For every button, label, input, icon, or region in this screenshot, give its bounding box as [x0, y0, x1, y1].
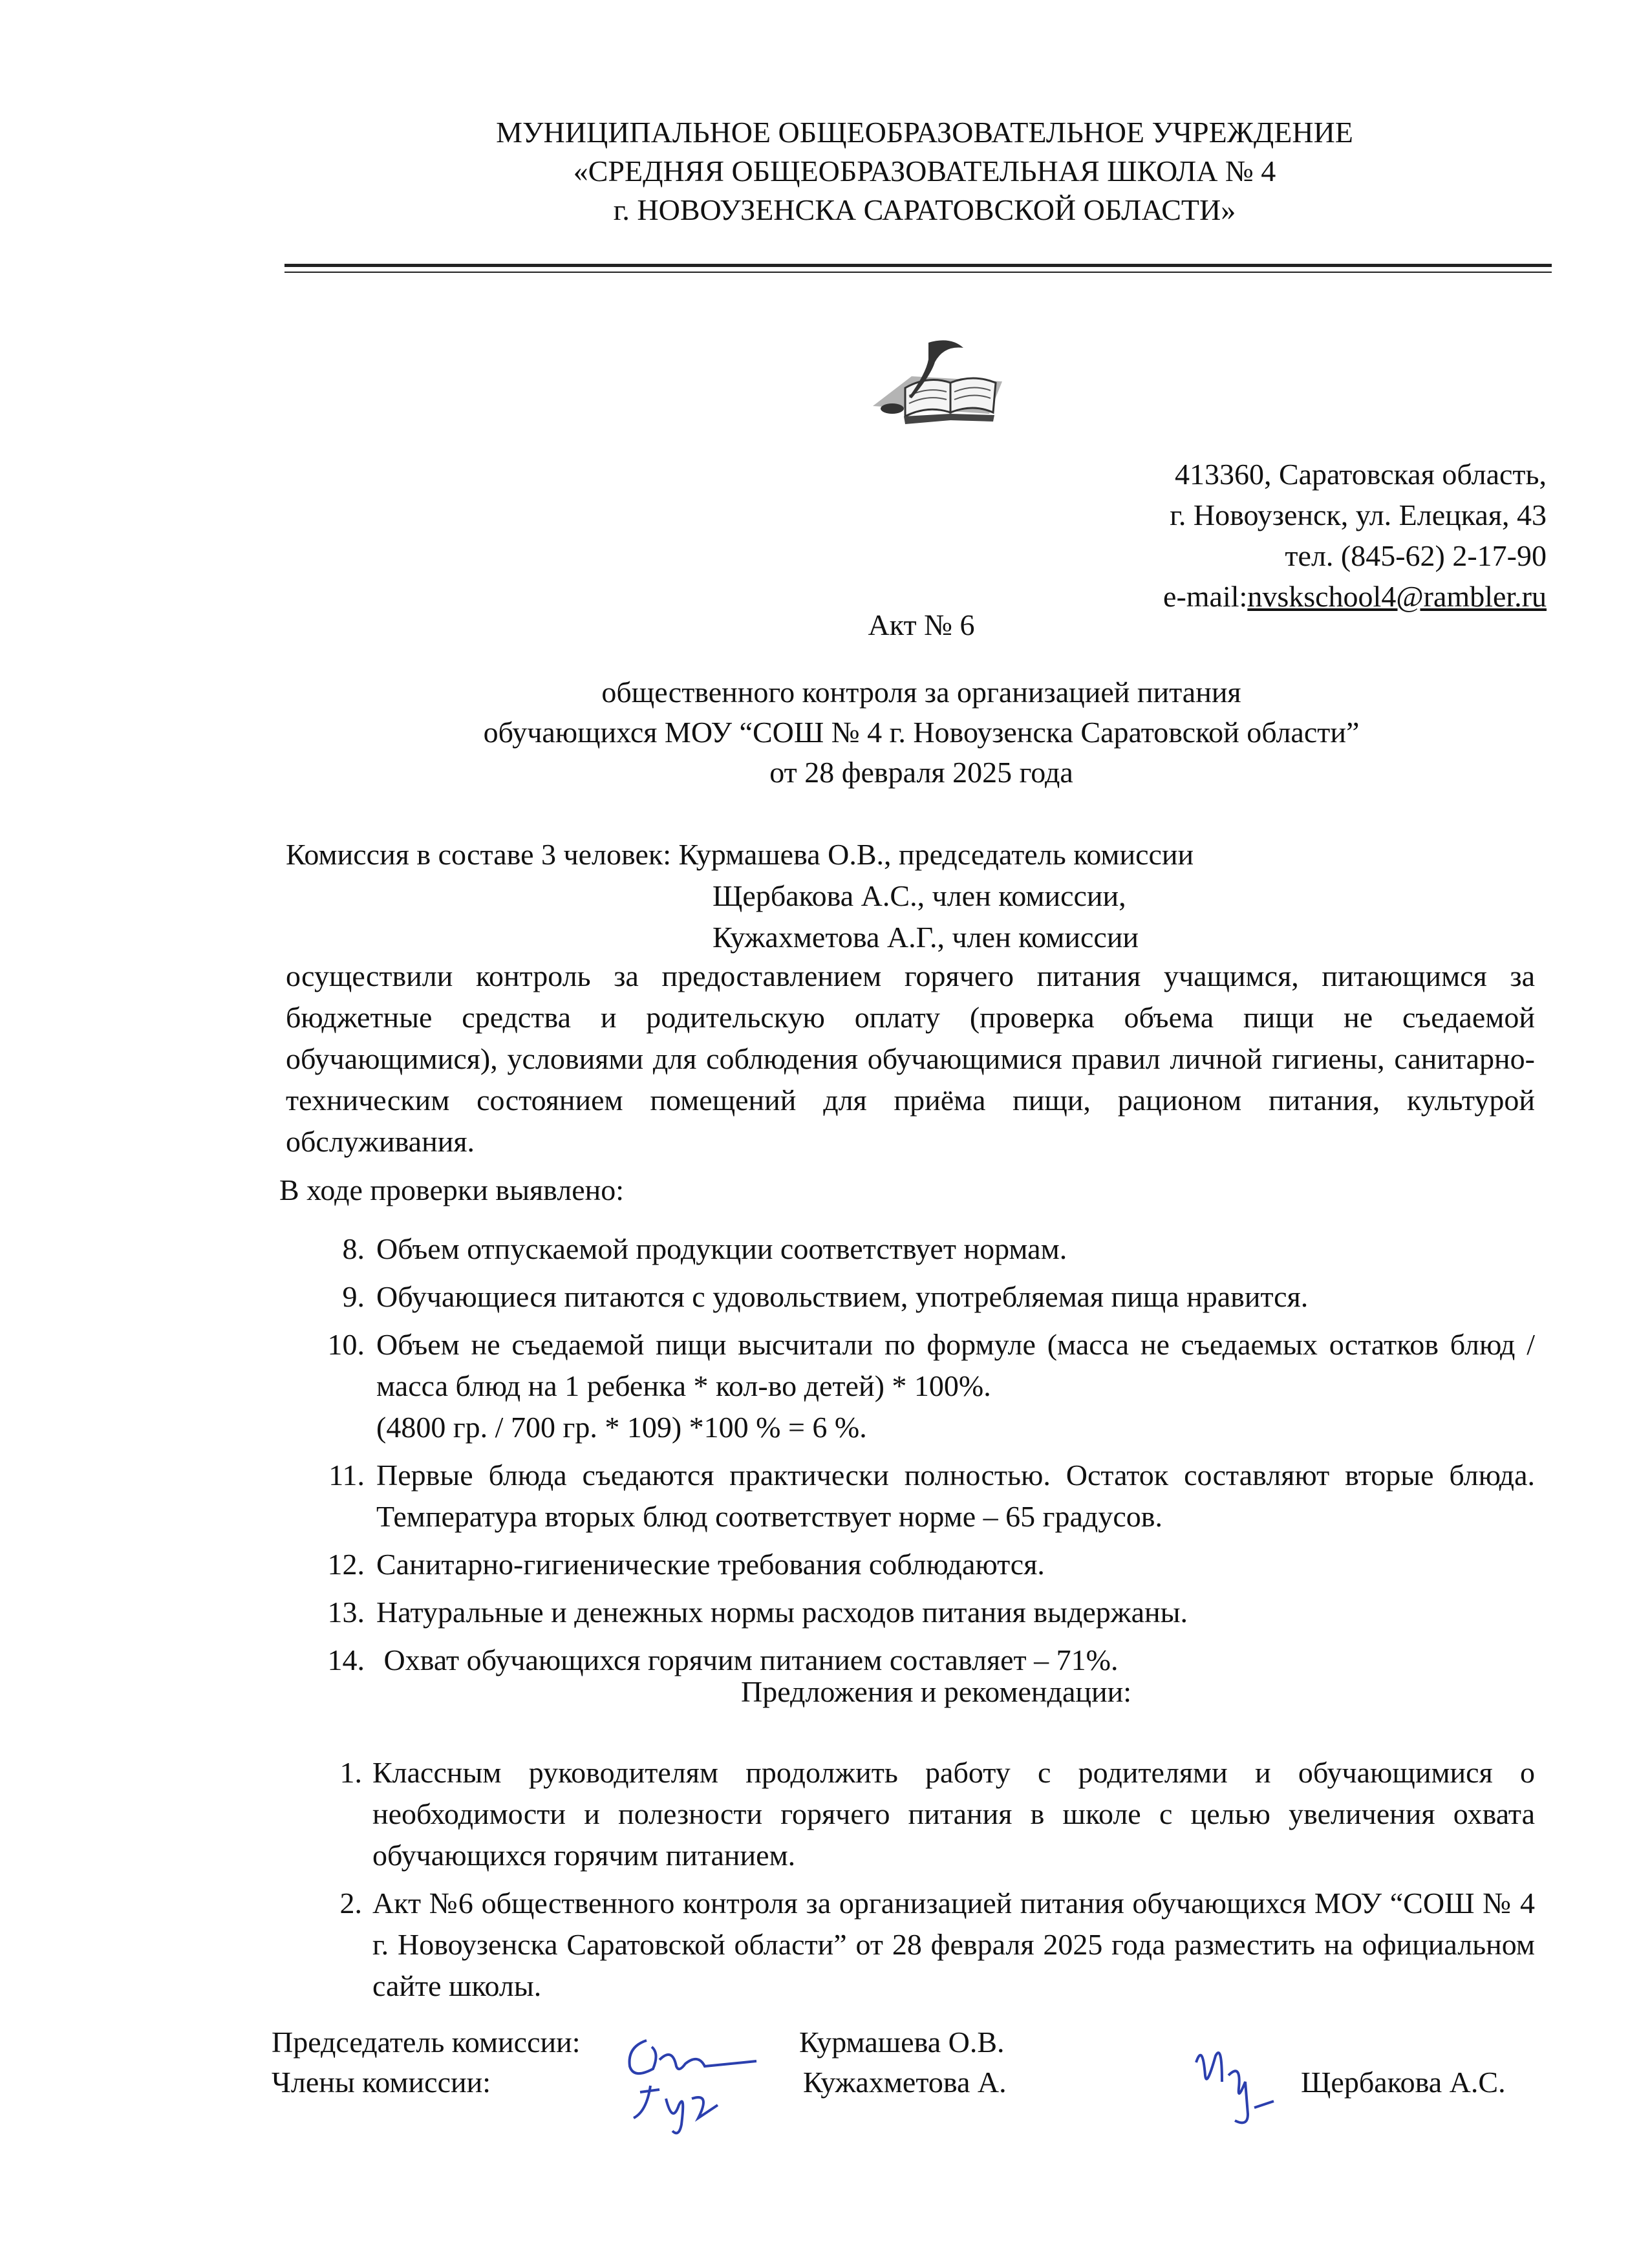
findings-list: [327, 1228, 1535, 1687]
handwritten-signature-icon-2: [1183, 2037, 1287, 2139]
item-number: 12.: [327, 1548, 365, 1581]
header-line-1: МУНИЦИПАЛЬНОЕ ОБЩЕОБРАЗОВАТЕЛЬНОЕ УЧРЕЖДЕНИЕ: [496, 116, 1353, 149]
item-text: Классным руководителям продолжить работу с родителями и обучающимися о необходимости и полезности горячего питания в школе с целью увеличения охвата обучающихся горячим питанием.: [372, 1756, 1535, 1872]
item-number: 1.: [339, 1756, 362, 1789]
item-number: 11.: [328, 1459, 365, 1492]
open-book-quill-icon: [866, 336, 1009, 432]
address-line-1: 413360, Саратовская область,: [1174, 458, 1547, 491]
header-divider: [284, 264, 1552, 267]
act-date: от 28 февраля 2025 года: [769, 756, 1073, 789]
findings-heading: В ходе проверки выявлено:: [279, 1173, 625, 1206]
finding-item: [328, 1455, 1535, 1537]
item-text: Акт №6 общественного контроля за организацией питания обучающихся МОУ “СОШ № 4 г. Новоузенска Саратовской области” от 28 февраля 2025 года разместить на официальном сайте школы.: [372, 1887, 1535, 2002]
school-address: [1163, 454, 1547, 617]
member-name-2: Щербакова А.С.: [1301, 2066, 1506, 2099]
chair-name: Курмашева О.В.: [799, 2026, 1005, 2059]
item-number: 9.: [342, 1280, 365, 1313]
item-text: Обучающиеся питаются с удовольствием, употребляемая пища нравится.: [376, 1280, 1309, 1313]
item-text: Объем отпускаемой продукции соответствует нормам.: [376, 1232, 1067, 1265]
item-number: 2.: [339, 1887, 362, 1920]
finding-item: [327, 1592, 1535, 1633]
member-name-1: Кужахметова А.: [803, 2066, 1007, 2099]
commission-composition: [286, 834, 1194, 958]
recommendation-item: [339, 1752, 1535, 1876]
email-link[interactable]: nvskschool4@rambler.ru: [1247, 580, 1547, 613]
commission-line-3: Кужахметова А.Г., член комиссии: [712, 921, 1139, 954]
recommendations-heading: Предложения и рекомендации:: [741, 1675, 1131, 1708]
item-number: 13.: [327, 1596, 365, 1629]
email-label: e-mail:: [1163, 580, 1248, 613]
address-phone: тел. (845-62) 2-17-90: [1285, 539, 1547, 572]
handwritten-signature-icon: [614, 2027, 769, 2143]
act-subtitle-line-1: общественного контроля за организацией питания: [601, 676, 1241, 709]
finding-item: [342, 1276, 1535, 1318]
recommendations-list: [339, 1752, 1535, 2013]
act-number: Акт № 6: [868, 608, 975, 641]
header-divider-thin: [284, 272, 1552, 273]
item-number: 14.: [327, 1643, 365, 1676]
act-subtitle: [0, 672, 1650, 793]
item-text: Санитарно-гигиенические требования соблюдаются.: [376, 1548, 1045, 1581]
recommendation-item: [339, 1883, 1535, 2007]
signature-names: [799, 2022, 1007, 2102]
commission-line-2: Щербакова А.С., член комиссии,: [712, 879, 1126, 912]
finding-item: [327, 1544, 1535, 1585]
item-number: 8.: [342, 1232, 365, 1265]
item-text: Объем не съедаемой пищи высчитали по формуле (масса не съедаемых остатков блюд / масса блюд на 1 ребенка * кол-во детей) * 100%.: [376, 1328, 1535, 1402]
members-label: Члены комиссии:: [272, 2066, 491, 2099]
header-line-2: «СРЕДНЯЯ ОБЩЕОБРАЗОВАТЕЛЬНАЯ ШКОЛА № 4: [573, 155, 1276, 187]
finding-item: [327, 1324, 1535, 1448]
commission-line-1: Комиссия в составе 3 человек: Курмашева О.В., председатель комиссии: [286, 838, 1194, 871]
item-number: 10.: [327, 1328, 365, 1361]
item-text: Охват обучающихся горячим питанием составляет – 71%.: [376, 1643, 1119, 1676]
item-formula: (4800 гр. / 700 гр. * 109) *100 % = 6 %.: [376, 1411, 867, 1444]
intro-paragraph: осуществили контроль за предоставлением горячего питания учащимся, питающимся за бюджетные средства и родительскую оплату (проверка объема пищи не съедаемой обучающимися), условиями для соблюдения обучающимися правил личной гигиены, санитарно-техническим состоянием помещений для приёма пищи, рационом питания, культурой обслуживания.: [286, 959, 1535, 1158]
header-line-3: г. НОВОУЗЕНСКА САРАТОВСКОЙ ОБЛАСТИ»: [613, 193, 1236, 226]
signature-labels: [272, 2022, 581, 2102]
chair-label: Председатель комиссии:: [272, 2026, 581, 2059]
act-subtitle-line-2: обучающихся МОУ “СОШ № 4 г. Новоузенска Саратовской области”: [483, 716, 1360, 749]
finding-item: [342, 1228, 1535, 1270]
institution-header: [0, 118, 1650, 234]
address-line-2: г. Новоузенск, ул. Елецкая, 43: [1170, 498, 1547, 531]
item-text: Первые блюда съедаются практически полностью. Остаток составляют вторые блюда. Температура вторых блюд соответствует норме – 65 градусов.: [376, 1459, 1535, 1533]
item-text: Натуральные и денежных нормы расходов питания выдержаны.: [376, 1596, 1188, 1629]
